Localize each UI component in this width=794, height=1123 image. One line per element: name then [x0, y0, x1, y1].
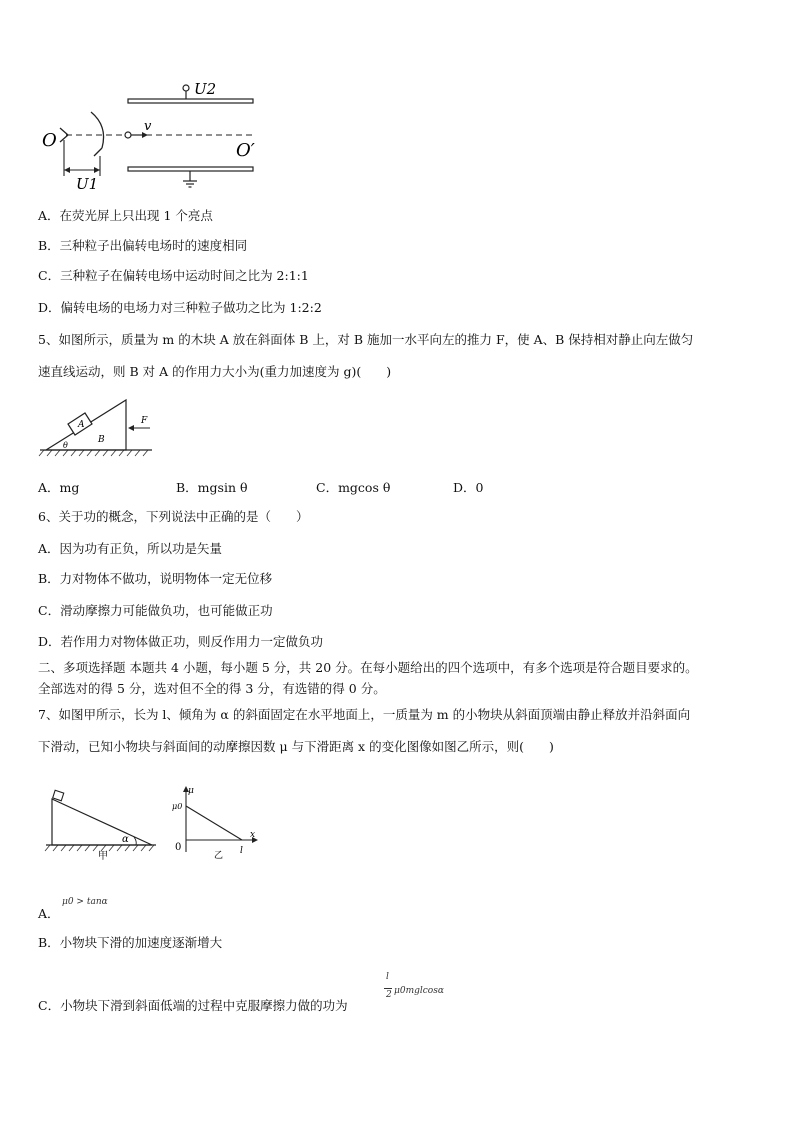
q5-option-c: C．mgcos θ	[316, 480, 391, 495]
q7-stem-line1: 7、如图甲所示，长为 l、倾角为 α 的斜面固定在水平地面上，一质量为 m 的小物块从斜面顶端由静止释放并沿斜面向	[38, 707, 691, 722]
q5-stem-line1: 5、如图所示，质量为 m 的木块 A 放在斜面体 B 上，对 B 施加一水平向左的推力 F，使 A、B 保持相对静止向左做匀	[38, 332, 694, 347]
q7-option-a-expr: μ0 > tanα	[62, 897, 108, 907]
q5-option-b: B．mgsin θ	[176, 480, 248, 495]
q7-stem-line2: 下滑动，已知小物块与斜面间的动摩擦因数 μ 与下滑距离 x 的变化图像如图乙所示，则( )	[38, 739, 554, 754]
q4-option-b: B．三种粒子出偏转电场时的速度相同	[38, 238, 248, 253]
label-a: A	[78, 420, 85, 430]
q7-option-c-fraction-bar	[384, 988, 392, 989]
label-u1: U1	[76, 175, 99, 193]
q7-option-c-fraction-num: l	[386, 972, 389, 982]
label-f: F	[141, 416, 148, 426]
q5-stem-line2: 速直线运动，则 B 对 A 的作用力大小为(重力加速度为 g)( )	[38, 364, 392, 379]
q6-option-d: D．若作用力对物体做正功，则反作用力一定做负功	[38, 634, 324, 649]
label-o-prime: O′	[236, 140, 255, 161]
label-x-axis: x	[250, 830, 256, 840]
q6-option-b: B．力对物体不做功，说明物体一定无位移	[38, 571, 273, 586]
q5-option-a: A．mg	[38, 480, 80, 495]
label-u2: U2	[194, 80, 217, 98]
q7-option-c-fraction-den: 2	[386, 990, 392, 1000]
q6-option-c: C．滑动摩擦力可能做负功，也可能做正功	[38, 603, 273, 618]
q7-option-c-expr: μ0mglcosα	[394, 986, 444, 996]
caption-yi: 乙	[214, 851, 224, 861]
q5-incline-figure	[38, 392, 158, 464]
label-mu0: μ0	[172, 802, 183, 811]
q7-incline-figure-jia	[44, 785, 160, 861]
q7-option-a-label: A．	[38, 906, 60, 921]
q7-option-c-label: C．小物块下滑到斜面低端的过程中克服摩擦力做的功为	[38, 998, 348, 1013]
label-theta: θ	[63, 441, 68, 450]
q7-mu-x-graph-yi	[170, 782, 260, 862]
caption-jia: 甲	[98, 851, 108, 861]
section2-instructions-line2: 全部选对的得 5 分，选对但不全的得 3 分，有选错的得 0 分。	[38, 681, 386, 696]
q7-option-b: B．小物块下滑的加速度逐渐增大	[38, 935, 223, 950]
q6-option-a: A．因为功有正负，所以功是矢量	[38, 541, 223, 556]
label-l: l	[240, 846, 243, 856]
label-o: O	[42, 130, 57, 151]
label-alpha: α	[122, 834, 129, 845]
q4-option-d: D．偏转电场的电场力对三种粒子做功之比为 1:2:2	[38, 300, 322, 315]
section2-instructions-line1: 二、多项选择题 本题共 4 小题，每小题 5 分，共 20 分。在每小题给出的四个选项中，有多个选项是符合题目要求的。	[38, 660, 698, 675]
label-v: v	[144, 119, 152, 134]
q4-deflection-figure	[36, 78, 266, 196]
q4-option-c: C．三种粒子在偏转电场中运动时间之比为 2:1:1	[38, 268, 309, 283]
q4-option-a: A．在荧光屏上只出现 1 个亮点	[38, 208, 213, 223]
label-mu-axis: μ	[188, 786, 194, 796]
label-zero: 0	[175, 842, 182, 853]
q6-stem: 6、关于功的概念，下列说法中正确的是（ ）	[38, 509, 309, 524]
q5-option-d: D．0	[453, 480, 484, 495]
label-b: B	[98, 435, 105, 445]
